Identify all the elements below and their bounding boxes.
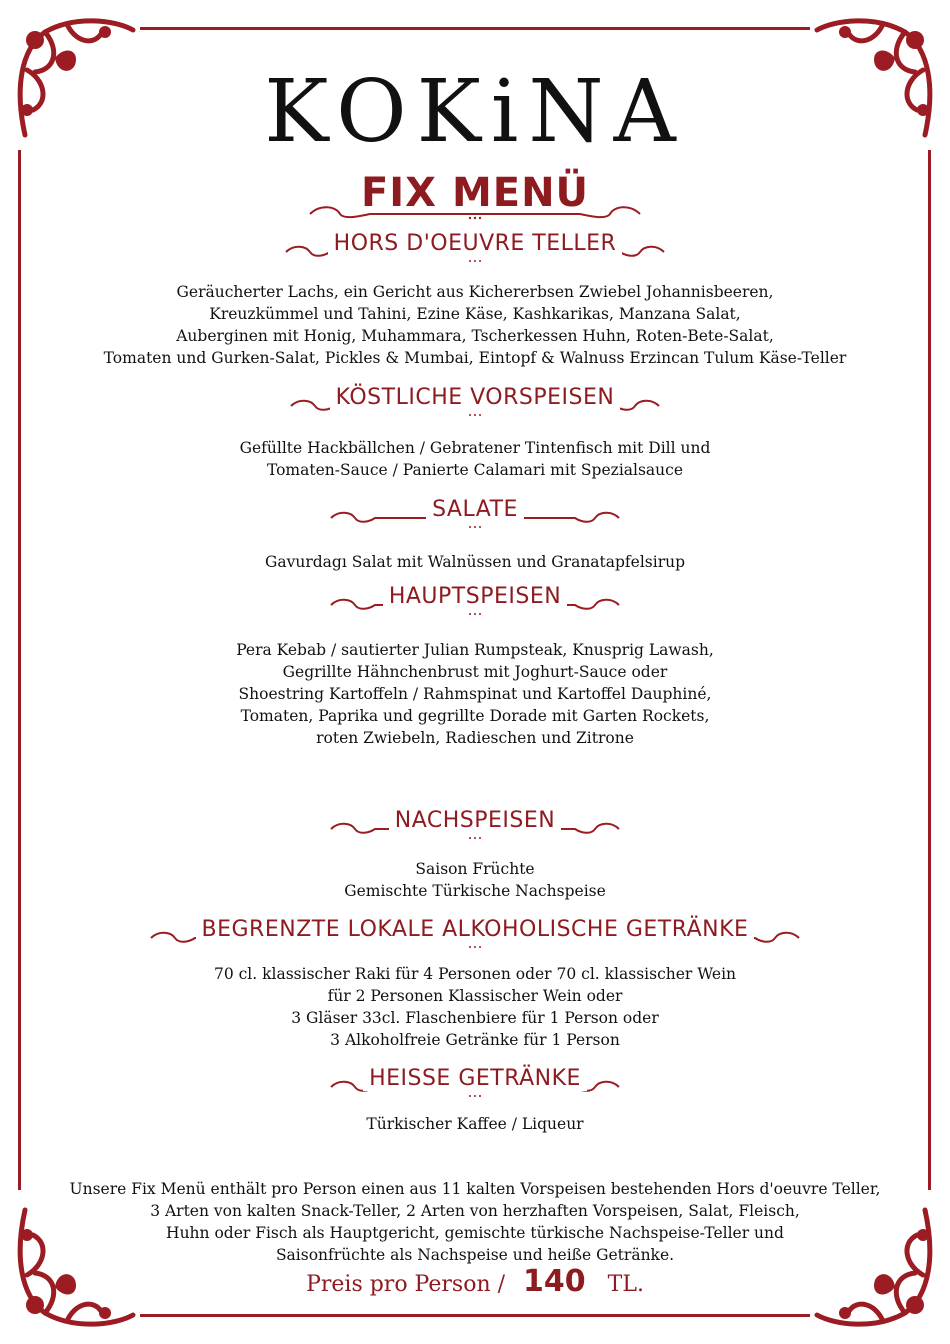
section-heading	[325, 1063, 625, 1103]
section-hors-doeuvre	[0, 228, 950, 369]
section-heading	[280, 228, 670, 268]
title-flourish	[300, 200, 650, 224]
menu-summary	[0, 1178, 950, 1266]
summary-line: Saisonfrüchte als Nachspeise und heiße Getränke.	[275, 1246, 675, 1264]
section-items	[0, 551, 950, 573]
summary-line: Unsere Fix Menü enthält pro Person einen aus 11 kalten Vorspeisen bestehenden Hors d'oeuvre Teller,	[69, 1180, 881, 1198]
frame-top-line	[140, 27, 810, 30]
section-heading-label: HAUPTSPEISEN	[383, 584, 567, 609]
price-label: Preis pro Person /	[306, 1272, 506, 1297]
page-title-text: FIX MENÜ	[360, 170, 590, 216]
section-heading	[325, 581, 625, 621]
section-vorspeisen	[0, 382, 950, 481]
brand-logo	[0, 62, 950, 162]
section-heading-label: HEISSE GETRÄNKE	[363, 1066, 587, 1091]
price-amount: 140	[523, 1264, 586, 1299]
section-items	[0, 963, 950, 1051]
item-line: Tomaten, Paprika und gegrillte Dorade mit Garten Rockets,	[240, 707, 710, 725]
section-heading	[145, 914, 805, 954]
item-line: Pera Kebab / sautierter Julian Rumpsteak, Knusprig Lawash,	[236, 641, 714, 659]
item-line: Kreuzkümmel und Tahini, Ezine Käse, Kashkarikas, Manzana Salat,	[209, 305, 741, 323]
section-items	[0, 858, 950, 902]
section-heading-label: HORS D'OEUVRE TELLER	[328, 231, 623, 256]
item-line: Shoestring Kartoffeln / Rahmspinat und Kartoffel Dauphiné,	[238, 685, 712, 703]
section-heading-label: BEGRENZTE LOKALE ALKOHOLISCHE GETRÄNKE	[196, 917, 755, 942]
item-line: für 2 Personen Klassischer Wein oder	[327, 987, 623, 1005]
item-line: 70 cl. klassischer Raki für 4 Personen oder 70 cl. klassischer Wein	[213, 965, 737, 983]
section-salate	[0, 494, 950, 573]
section-heading-label: NACHSPEISEN	[389, 808, 561, 833]
section-items	[0, 1113, 950, 1135]
item-line: Tomaten und Gurken-Salat, Pickles & Mumbai, Eintopf & Walnuss Erzincan Tulum Käse-Teller	[103, 349, 847, 367]
section-nachspeisen	[0, 805, 950, 902]
brand-name: KOKiNA	[264, 62, 686, 162]
item-line: Tomaten-Sauce / Panierte Calamari mit Spezialsauce	[266, 461, 684, 479]
item-line: 3 Gläser 33cl. Flaschenbiere für 1 Person oder	[291, 1009, 659, 1027]
section-heading-label: KÖSTLICHE VORSPEISEN	[330, 385, 621, 410]
item-line: Gavurdagı Salat mit Walnüssen und Granatapfelsirup	[264, 553, 686, 571]
item-line: Saison Früchte	[415, 860, 535, 878]
item-line: 3 Alkoholfreie Getränke für 1 Person	[330, 1031, 620, 1049]
item-line: Auberginen mit Honig, Muhammara, Tscherkessen Huhn, Roten-Bete-Salat,	[176, 327, 774, 345]
section-heading	[325, 805, 625, 845]
item-line: Geräucherter Lachs, ein Gericht aus Kichererbsen Zwiebel Johannisbeeren,	[176, 283, 774, 301]
item-line: Gefüllte Hackbällchen / Gebratener Tintenfisch mit Dill und	[239, 439, 711, 457]
summary-line: 3 Arten von kalten Snack-Teller, 2 Arten von herzhaften Vorspeisen, Salat, Fleisch,	[150, 1202, 800, 1220]
section-items	[0, 281, 950, 369]
summary-line: Huhn oder Fisch als Hauptgericht, gemischte türkische Nachspeise-Teller und	[166, 1224, 784, 1242]
item-line: Türkischer Kaffee / Liqueur	[366, 1115, 584, 1133]
price-line	[0, 1264, 950, 1299]
section-items	[0, 639, 950, 749]
section-alkoholische-getraenke	[0, 914, 950, 1051]
section-heading	[285, 382, 665, 422]
price-currency: TL.	[607, 1272, 644, 1297]
section-hauptspeisen	[0, 581, 950, 749]
section-heading	[325, 494, 625, 534]
item-line: Gegrillte Hähnchenbrust mit Joghurt-Sauce oder	[282, 663, 668, 681]
section-heisse-getraenke	[0, 1063, 950, 1135]
item-line: roten Zwiebeln, Radieschen und Zitrone	[316, 729, 634, 747]
item-line: Gemischte Türkische Nachspeise	[344, 882, 606, 900]
section-items	[0, 437, 950, 481]
frame-bottom-line	[140, 1314, 810, 1317]
section-heading-label: SALATE	[426, 497, 524, 522]
